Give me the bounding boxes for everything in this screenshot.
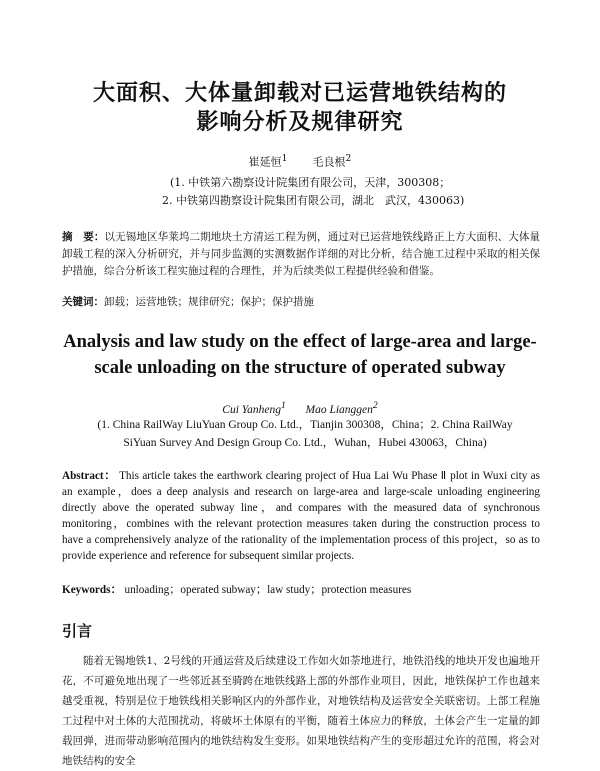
english-abstract-label: Abstract： [62, 470, 116, 482]
chinese-abstract-text: 以无锡地区华莱坞二期地块土方清运工程为例，通过对已运营地铁线路正上方大面积、大体量卸载工程的深入分析研究，并与同步监测的实测数据作详细的对比分析，结合施工过程中采取的相关保护措施，综合分析该工程实施过程的合理性，并为后续类似工程提供经验和借鉴。 [62, 231, 540, 277]
chinese-title-line-2: 影响分析及规律研究 [196, 110, 404, 135]
english-keywords [62, 582, 540, 598]
english-keywords-text: unloading；operated subway；law study；protection measures [124, 584, 412, 596]
chinese-keywords [62, 294, 540, 310]
author-1-name-en: Cui Yanheng [222, 403, 281, 416]
chinese-keywords-text: 卸载；运营地铁；规律研究；保护；保护措施 [104, 296, 314, 308]
author-2-affil-mark: 2 [345, 153, 352, 164]
english-keywords-label: Keywords： [62, 584, 122, 596]
chinese-affiliation-line-1: (1. 中铁第六勘察设计院集团有限公司，天津，300308； [170, 176, 451, 189]
english-abstract [62, 468, 540, 564]
author-1-affil-mark-en: 1 [280, 400, 286, 411]
section-heading-introduction: 引言 [62, 622, 93, 640]
english-title-line-2: scale unloading on the structure of operated subway [94, 358, 506, 378]
author-1-affil-mark: 1 [281, 153, 288, 164]
chinese-abstract [62, 229, 540, 280]
chinese-abstract-label: 摘 要： [62, 231, 105, 243]
author-2-affil-mark-en: 2 [372, 400, 378, 411]
english-abstract-text: This article takes the earthwork clearing project of Hua Lai Wu Phase Ⅱ plot in Wuxi city as an example，does a deep analysis and research on large-area and large-scale unloading engineering directly above the operated subway line，and compares with the measured data of synchronous monitoring，combines with the relevant protection measures taken during the construction process to have a comprehensively analyze of the rationality of the implementation process of this project，so as to provide experience and reference for subsequent similar projects. [62, 470, 540, 562]
chinese-keywords-label: 关键词： [62, 296, 104, 308]
english-authors [0, 398, 600, 418]
author-1-name-cn: 崔延恒 [248, 155, 282, 169]
english-title-line-1: Analysis and law study on the effect of large-area and large- [63, 332, 537, 352]
chinese-affiliation-line-2: 2. 中铁第四勘察设计院集团有限公司，湖北 武汉，430063) [162, 194, 465, 207]
chinese-authors [0, 151, 600, 171]
introduction-paragraph: 随着无锡地铁1、2号线的开通运营及后续建设工作如火如荼地进行，地铁沿线的地块开发也遍地开花，不可避免地出现了一些邻近甚至骑跨在地铁线路上部的外部作业项目，因此，地铁保护工作也越来越受重视，特别是位于地铁线相关影响区内的外部作业，对地铁结构及运营安全关联密切。上部工程施工过程中对土体的大范围扰动，将破坏土体原有的平衡，随着土体应力的释放，土体会产生一定量的卸载回弹，进而带动影响范围内的地铁结构发生变形。如果地铁结构产生的变形超过允许的范围，将会对地铁结构的安全 [62, 655, 540, 767]
english-affiliation-line-1: (1. China RailWay LiuYuan Group Co. Ltd.，Tianjin 300308，China；2. China RailWay [97, 419, 513, 431]
author-2-name-cn: 毛良根 [312, 155, 346, 169]
english-affiliation-line-2: SiYuan Survey And Design Group Co. Ltd.，Wuhan，Hubei 430063，China) [123, 437, 487, 449]
author-2-name-en: Mao Lianggen [305, 403, 373, 416]
chinese-title-line-1: 大面积、大体量卸载对已运营地铁结构的 [92, 81, 507, 106]
